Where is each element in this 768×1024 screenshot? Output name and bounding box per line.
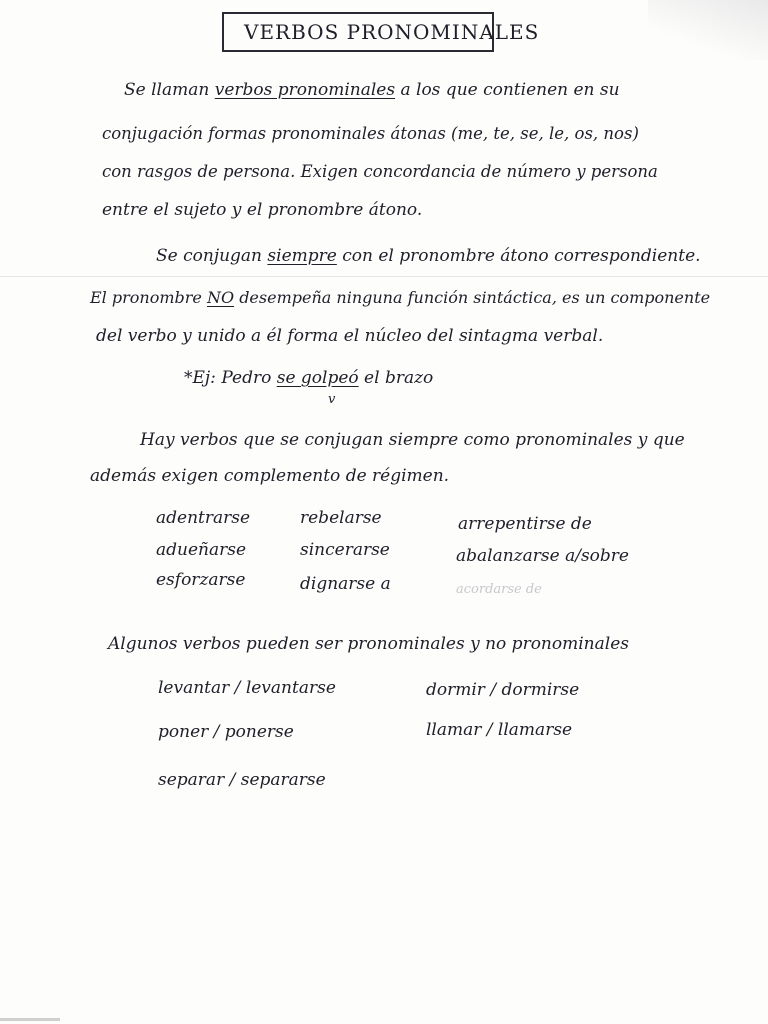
pair-item: separar / separarse [158,770,326,790]
regime-verb-faded: acordarse de [456,582,542,597]
regime-verb: abalanzarse a/sobre [456,546,629,566]
p2-line1-underlined: siempre [267,246,337,266]
p2-line2-post: desempeña ninguna función sintáctica, es un componente [239,288,711,307]
p3-line1: Hay verbos que se conjugan siempre como pronominales y que [140,430,685,450]
p4-line1: Algunos verbos pueden ser pronominales y no pronominales [108,634,629,654]
p1-line1-underlined: verbos pronominales [214,80,396,100]
regime-verb: arrepentirse de [458,514,592,534]
example-line [184,368,433,388]
pair-item: llamar / llamarse [426,720,573,740]
example-pre: Pedro [221,368,272,388]
example-mark: v [328,392,336,407]
p2-line1-post: con el pronombre átono correspondiente. [342,246,701,266]
p1-line4: entre el sujeto y el pronombre átono. [102,200,423,220]
p2-line3: del verbo y unido a él forma el núcleo del sintagma verbal. [96,326,604,346]
regime-verb: dignarse a [300,574,391,594]
p2-line2-underlined: NO [206,288,235,307]
regime-verb: sincerarse [300,540,390,560]
p1-line1-post: a los que contienen en su [400,80,620,100]
pair-item: dormir / dormirse [426,680,580,700]
p2-line1-pre: Se conjugan [156,246,263,266]
regime-verb: adentrarse [156,508,251,528]
p1-line1 [124,80,620,100]
regime-verb: rebelarse [300,508,382,528]
paper-fold [0,276,768,277]
p1-line1-pre: Se llaman [124,80,210,100]
regime-verb: esforzarse [156,570,246,590]
example-post: el brazo [364,368,434,388]
paper-shadow [648,0,768,60]
p2-line1 [156,246,701,266]
pair-item: levantar / levantarse [158,678,336,698]
p1-line3: con rasgos de persona. Exigen concordancia de número y persona [102,162,658,181]
p2-line2-pre: El pronombre [90,288,202,307]
p3-line2: además exigen complemento de régimen. [90,466,450,486]
p2-line2 [90,288,710,307]
pair-item: poner / ponerse [158,722,294,742]
page-title: VERBOS PRONOMINALES [244,20,540,44]
example-label: *Ej: [184,368,216,388]
example-underlined: se golpeó [276,368,359,388]
p1-line2: conjugación formas pronominales átonas (me, te, se, le, os, nos) [102,124,639,143]
regime-verb: adueñarse [156,540,247,560]
scan-edge [0,1018,60,1021]
